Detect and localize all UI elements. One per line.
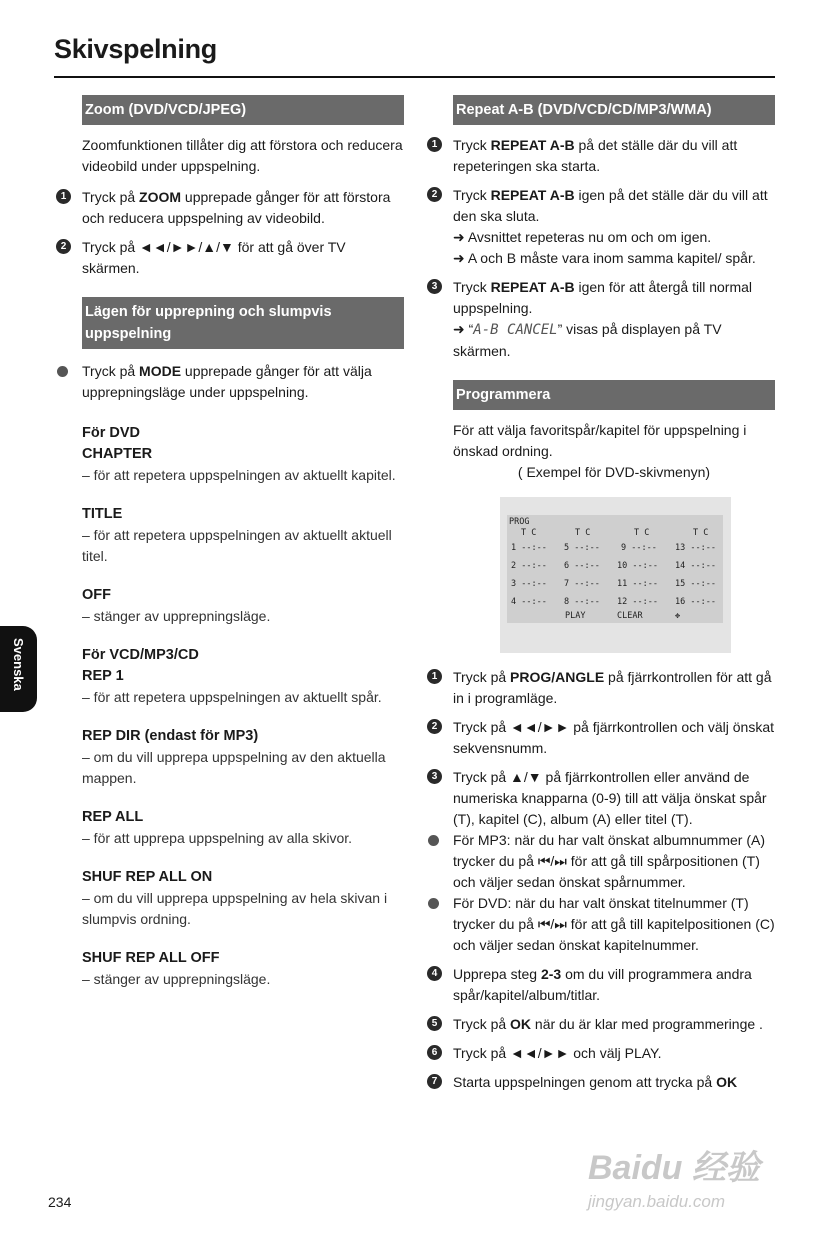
prog-step-2: 2 Tryck på ◄◄/►► på fjärrkontrollen och välj önskat sekvensnumm. (425, 717, 775, 759)
mode-off: OFF (82, 587, 111, 603)
zoom-step-1: 1 Tryck på ZOOM upprepade gånger för att förstora och reducera uppspelning av videobild. (54, 187, 404, 229)
page-number: 234 (48, 1194, 72, 1210)
mode-group-vcd: För VCD/MP3/CD (82, 647, 199, 663)
prog-slot: 7 --:-- (564, 579, 600, 589)
prog-tc-header: T C (693, 528, 709, 538)
step-number-3: 3 (427, 769, 442, 784)
step-number-3: 3 (427, 279, 442, 294)
left-column (54, 95, 404, 1008)
step-number-6: 6 (427, 1045, 442, 1060)
nav-arrows-icon: ✥ (675, 611, 681, 621)
ab-note-2: ➜ A och B måste vara inom samma kapitel/ spår. (453, 250, 756, 266)
repeat-modes-bullet: Tryck på MODE upprepade gånger för att välja upprepningsläge under uppspelning. (54, 361, 404, 403)
title-rule (54, 76, 775, 78)
prog-slot: 3 --:-- (511, 579, 547, 589)
step-number-1: 1 (427, 137, 442, 152)
prog-slot: 14 --:-- (675, 561, 716, 571)
prog-step-4: 4 Upprepa steg 2-3 om du vill programmera andra spår/kapitel/album/titlar. (425, 964, 775, 1006)
mode-chapter-desc: – för att repetera uppspelningen av aktuellt kapitel. (82, 467, 396, 483)
zoom-heading: Zoom (DVD/VCD/JPEG) (82, 95, 404, 125)
mode-title-desc: – för att repetera uppspelningen av aktuellt aktuell titel. (82, 527, 392, 564)
prog-step-1: 1 Tryck på PROG/ANGLE på fjärrkontrollen för att gå in i programläge. (425, 667, 775, 709)
prog-slot: 1 --:-- (511, 543, 547, 553)
prog-play: PLAY (565, 611, 586, 621)
step-number-1: 1 (427, 669, 442, 684)
lcd-text: A-B CANCEL (473, 322, 558, 338)
mode-rep-all: REP ALL (82, 809, 144, 825)
prog-tc-header: T C (521, 528, 537, 538)
program-intro: För att välja favoritspår/kapitel för uppspelning i önskad ordning. (453, 422, 747, 459)
repeat-ab-heading: Repeat A-B (DVD/VCD/CD/MP3/WMA) (453, 95, 775, 125)
prog-slot: 6 --:-- (564, 561, 600, 571)
page-title: Skivspelning (54, 34, 217, 64)
mode-rep1-desc: – för att repetera uppspelningen av aktuellt spår. (82, 689, 382, 705)
ab-note-1: ➜ Avsnittet repeteras nu om och om igen. (453, 229, 712, 245)
prog-slot: 2 --:-- (511, 561, 547, 571)
prog-step-3: 3 Tryck på ▲/▼ på fjärrkontrollen eller använd de numeriska knapparna (0-9) till att välja önskat spår (T), kapitel (C), album (A) eller titel (T). (425, 767, 775, 830)
mode-chapter: CHAPTER (82, 446, 153, 462)
bullet-icon (428, 898, 439, 909)
prog-step-7: 7 Starta uppspelningen genom att trycka på OK (425, 1072, 775, 1093)
prog-slot: 13 --:-- (675, 543, 716, 553)
step-number-4: 4 (427, 966, 442, 981)
prog-slot: 8 --:-- (564, 597, 600, 607)
ab-step-2: 2 Tryck REPEAT A-B igen på det ställe där du vill att den ska sluta. ➜ Avsnittet repeteras nu om och om igen. ➜ A och B måste vara inom samma kapitel/ spår. (425, 185, 775, 269)
prog-slot: 16 --:-- (675, 597, 716, 607)
mode-shuf-off: SHUF REP ALL OFF (82, 950, 220, 966)
ab-step-3: 3 Tryck REPEAT A-B igen för att återgå till normal uppspelning. ➜ “A-B CANCEL” visas på displayen på TV skärmen. (425, 277, 775, 362)
prog-slot: 11 --:-- (617, 579, 658, 589)
step-number-2: 2 (427, 719, 442, 734)
prog-tc-header: T C (575, 528, 591, 538)
prog-slot: 5 --:-- (564, 543, 600, 553)
mode-shuf-off-desc: – stänger av upprepningsläge. (82, 971, 271, 987)
watermark-logo: Baidu 经验 (588, 1149, 760, 1187)
program-heading: Programmera (453, 380, 775, 410)
mode-rep-dir-desc: – om du vill upprepa uppspelning av den aktuella mappen. (82, 749, 386, 786)
prog-slot: 4 --:-- (511, 597, 547, 607)
prog-clear: CLEAR (617, 611, 643, 621)
mode-off-desc: – stänger av upprepningsläge. (82, 608, 271, 624)
step-number-1: 1 (56, 189, 71, 204)
program-grid (507, 515, 723, 623)
zoom-step-2: 2 Tryck på ◄◄/►►/▲/▼ för att gå över TV skärmen. (54, 237, 404, 279)
prog-slot: 15 --:-- (675, 579, 716, 589)
watermark-url: jingyan.baidu.com (588, 1192, 726, 1211)
prog-label: PROG (509, 517, 530, 527)
prog-step-6: 6 Tryck på ◄◄/►► och välj PLAY. (425, 1043, 775, 1064)
repeat-modes-heading: Lägen för upprepning och slumpvis uppspelning (82, 297, 404, 349)
step-number-5: 5 (427, 1016, 442, 1031)
step-number-7: 7 (427, 1074, 442, 1089)
step-number-2: 2 (427, 187, 442, 202)
language-side-tab (0, 626, 37, 712)
zoom-intro: Zoomfunktionen tillåter dig att förstora och reducera videobild under uppspelning. (82, 137, 403, 174)
program-example: ( Exempel för DVD-skivmenyn) (517, 464, 711, 480)
mode-rep-all-desc: – för att upprepa uppspelning av alla skivor. (82, 830, 353, 846)
mode-group-dvd: För DVD (82, 425, 140, 441)
prog-bullet-mp3: För MP3: när du har valt önskat albumnummer (A) trycker du på ⏮/⏭ för att gå till spårpositionen (T) och väljer sedan önskat spårnummer. (425, 830, 775, 893)
prog-slot: 9 --:-- (621, 543, 657, 553)
program-screen (500, 497, 731, 653)
bullet-icon (428, 835, 439, 846)
ab-step-1: 1 Tryck REPEAT A-B på det ställe där du vill att repeteringen ska starta. (425, 135, 775, 177)
mode-rep1: REP 1 (82, 668, 124, 684)
zoom-key: ZOOM (139, 189, 182, 205)
mode-shuf-on: SHUF REP ALL ON (82, 869, 213, 885)
prog-bullet-dvd: För DVD: när du har valt önskat titelnummer (T) trycker du på ⏮/⏭ för att gå till kapitelpositionen (C) och väljer sedan önskat kapitelnummer. (425, 893, 775, 956)
step-number-2: 2 (56, 239, 71, 254)
side-tab-label: Svenska (11, 638, 26, 691)
right-column (425, 95, 775, 1101)
mode-rep-dir: REP DIR (endast för MP3) (82, 728, 259, 744)
prog-step-5: 5 Tryck på OK när du är klar med programmeringe . (425, 1014, 775, 1035)
mode-title: TITLE (82, 506, 123, 522)
prog-slot: 10 --:-- (617, 561, 658, 571)
mode-key: MODE (139, 363, 182, 379)
bullet-icon (57, 366, 68, 377)
prog-tc-header: T C (634, 528, 650, 538)
mode-shuf-on-desc: – om du vill upprepa uppspelning av hela skivan i slumpvis ordning. (82, 890, 388, 927)
prog-slot: 12 --:-- (617, 597, 658, 607)
ab-note-3: ➜ “A-B CANCEL” visas på displayen på TV skärmen. (453, 321, 722, 359)
